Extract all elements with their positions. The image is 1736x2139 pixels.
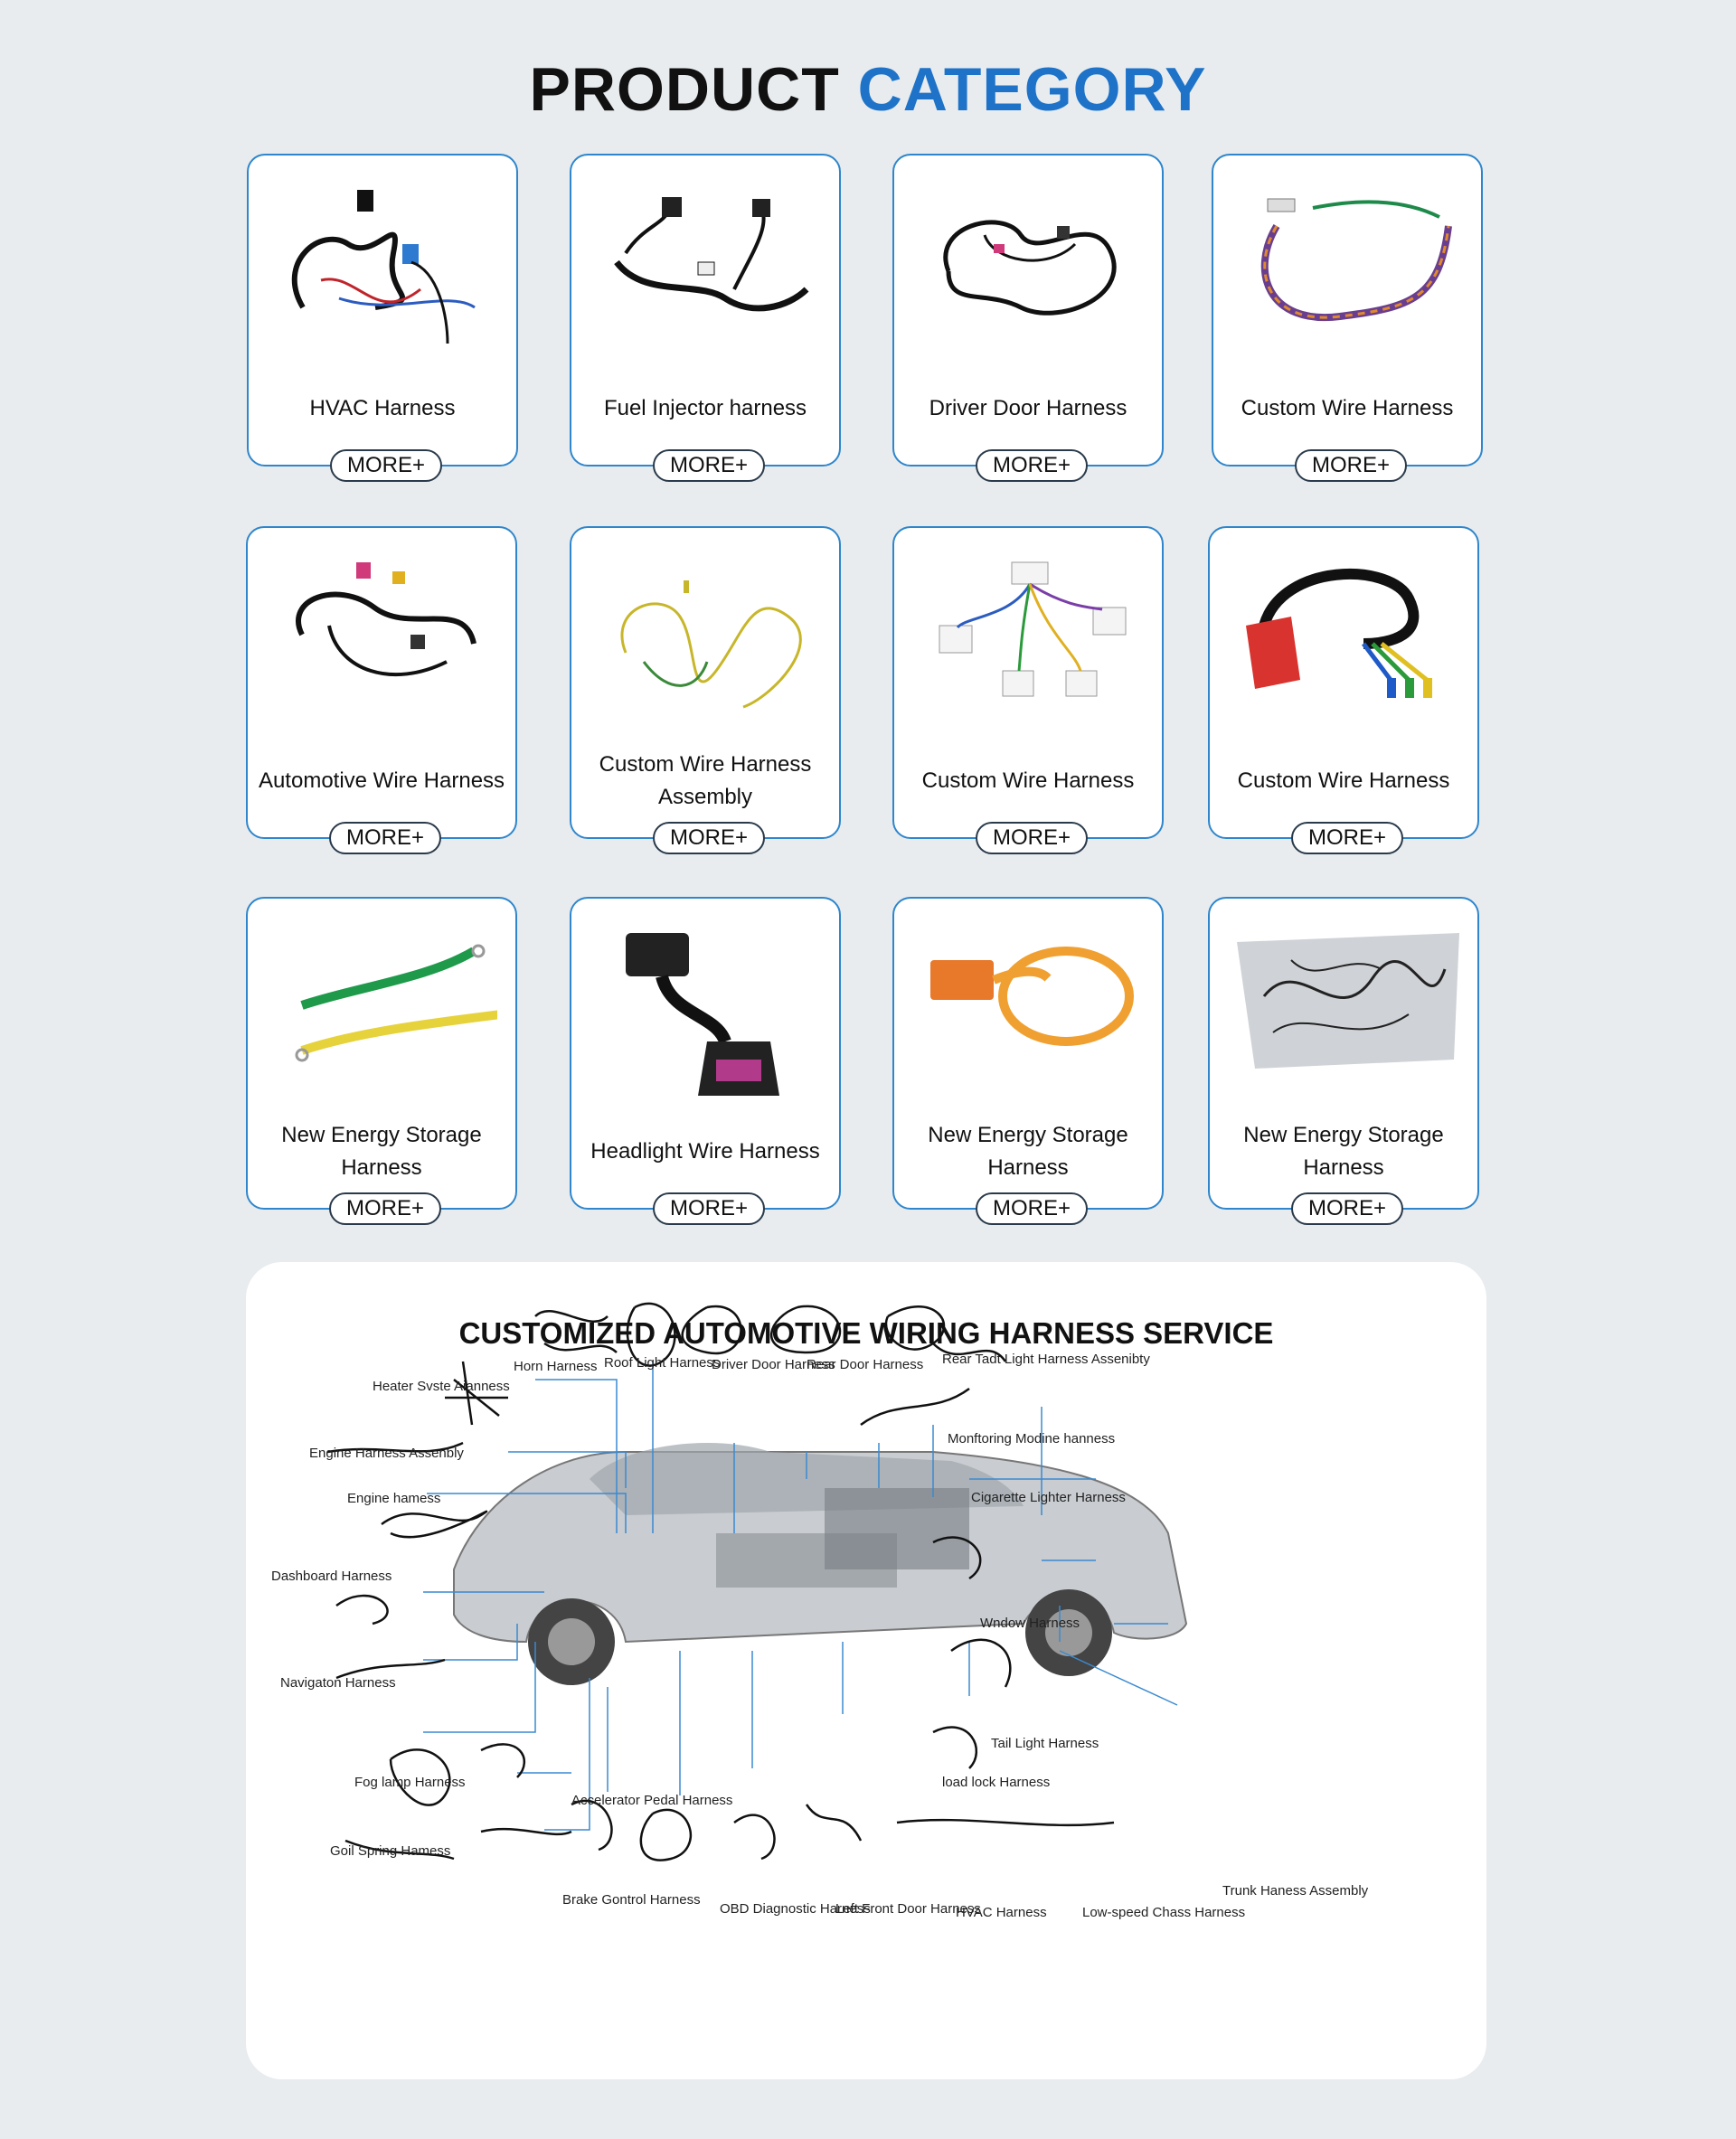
callout-label: HVAC Harness xyxy=(956,1905,1047,1920)
more-button[interactable]: MORE+ xyxy=(653,822,765,854)
category-card[interactable] xyxy=(570,897,841,1220)
category-label: Custom Wire Harness Assembly xyxy=(599,752,812,809)
category-card[interactable] xyxy=(892,154,1164,477)
callout-label: Wndow Harness xyxy=(980,1616,1080,1631)
more-button[interactable]: MORE+ xyxy=(330,449,442,482)
category-card[interactable] xyxy=(246,897,517,1220)
callout-label: Navigaton Harness xyxy=(280,1675,396,1691)
category-card[interactable] xyxy=(892,897,1164,1220)
category-card[interactable] xyxy=(892,526,1164,850)
wire-harness-image xyxy=(912,172,1144,353)
callout-label: Rear Tadt Light Harness Assenibty xyxy=(942,1352,1150,1367)
callout-label: Trunk Haness Assembly xyxy=(1222,1883,1369,1899)
more-button[interactable]: MORE+ xyxy=(1291,1192,1403,1225)
category-label: Driver Door Harness xyxy=(929,396,1127,420)
callout-label: Dashboard Harness xyxy=(271,1569,392,1584)
callout-label: Left Front Door Harness xyxy=(835,1901,981,1917)
category-card[interactable] xyxy=(1208,897,1479,1220)
more-button[interactable]: MORE+ xyxy=(653,449,765,482)
callout-label: Low-speed Chass Harness xyxy=(1082,1905,1246,1920)
category-label: Custom Wire Harness xyxy=(921,768,1135,793)
more-button[interactable]: MORE+ xyxy=(976,449,1088,482)
more-button[interactable]: MORE+ xyxy=(976,822,1088,854)
wire-harness-image xyxy=(590,915,821,1096)
service-panel xyxy=(246,1262,1486,2079)
more-button[interactable]: MORE+ xyxy=(653,1192,765,1225)
wire-harness-image xyxy=(590,544,821,725)
callout-label: Roof Light Harness xyxy=(604,1355,721,1371)
category-card[interactable] xyxy=(570,154,841,477)
more-button[interactable]: MORE+ xyxy=(1295,449,1407,482)
wire-harness-image xyxy=(1231,172,1463,353)
callout-label: Cigarette Lighter Harness xyxy=(971,1490,1126,1505)
page-title xyxy=(0,54,1736,125)
callout-label: OBD Diagnostic Harness xyxy=(720,1901,871,1917)
wire-harness-image xyxy=(266,915,497,1096)
callout-label: load lock Harness xyxy=(942,1775,1051,1790)
more-button[interactable]: MORE+ xyxy=(329,1192,441,1225)
category-label: Custom Wire Harness xyxy=(1237,768,1450,793)
service-title: CUSTOMIZED AUTOMOTIVE WIRING HARNESS SERVICE xyxy=(458,1316,1274,1350)
category-label: Headlight Wire Harness xyxy=(590,1139,820,1164)
category-card[interactable] xyxy=(247,154,518,477)
category-label: Automotive Wire Harness xyxy=(258,768,505,793)
more-button[interactable]: MORE+ xyxy=(1291,822,1403,854)
callout-label: Monftoring Modine hanness xyxy=(948,1431,1116,1446)
wire-harness-image xyxy=(590,172,821,353)
title-part-1: PRODUCT xyxy=(529,55,840,124)
callout-label: Horn Harness xyxy=(514,1359,598,1374)
category-label: New Energy Storage Harness xyxy=(281,1123,482,1180)
category-label: New Energy Storage Harness xyxy=(1243,1123,1444,1180)
category-card[interactable] xyxy=(246,526,517,850)
callout-label: Accelerator Pedal Harness xyxy=(571,1793,733,1808)
wire-harness-image xyxy=(1228,915,1459,1096)
category-label: HVAC Harness xyxy=(309,396,456,420)
callout-label: Brake Gontrol Harness xyxy=(562,1892,701,1908)
category-card[interactable] xyxy=(570,526,841,850)
more-button[interactable]: MORE+ xyxy=(976,1192,1088,1225)
callout-label: Goil Spring Hamess xyxy=(330,1843,451,1859)
category-label: Custom Wire Harness xyxy=(1241,396,1454,420)
callout-label: Engine Harness Assenbly xyxy=(309,1446,464,1461)
category-card[interactable] xyxy=(1208,526,1479,850)
category-card[interactable] xyxy=(1212,154,1483,477)
wire-harness-image xyxy=(912,544,1144,725)
more-button[interactable]: MORE+ xyxy=(329,822,441,854)
car-wiring-diagram xyxy=(246,1262,1486,2079)
category-label: New Energy Storage Harness xyxy=(928,1123,1128,1180)
title-part-2: CATEGORY xyxy=(857,55,1207,124)
callout-label: Rear Door Harness xyxy=(807,1357,924,1372)
wire-harness-image xyxy=(267,172,498,353)
callout-label: Fog lamp Harness xyxy=(354,1775,466,1790)
callout-label: Engine hamess xyxy=(347,1491,441,1506)
callout-label: Tail Light Harness xyxy=(991,1736,1099,1751)
callout-label: Driver Door Harness xyxy=(712,1357,835,1372)
category-label: Fuel Injector harness xyxy=(603,396,807,420)
wire-harness-image xyxy=(1228,544,1459,725)
wire-harness-image xyxy=(912,915,1144,1096)
callout-label: Heater Svste Aianness xyxy=(373,1379,510,1394)
wire-harness-image xyxy=(266,544,497,725)
